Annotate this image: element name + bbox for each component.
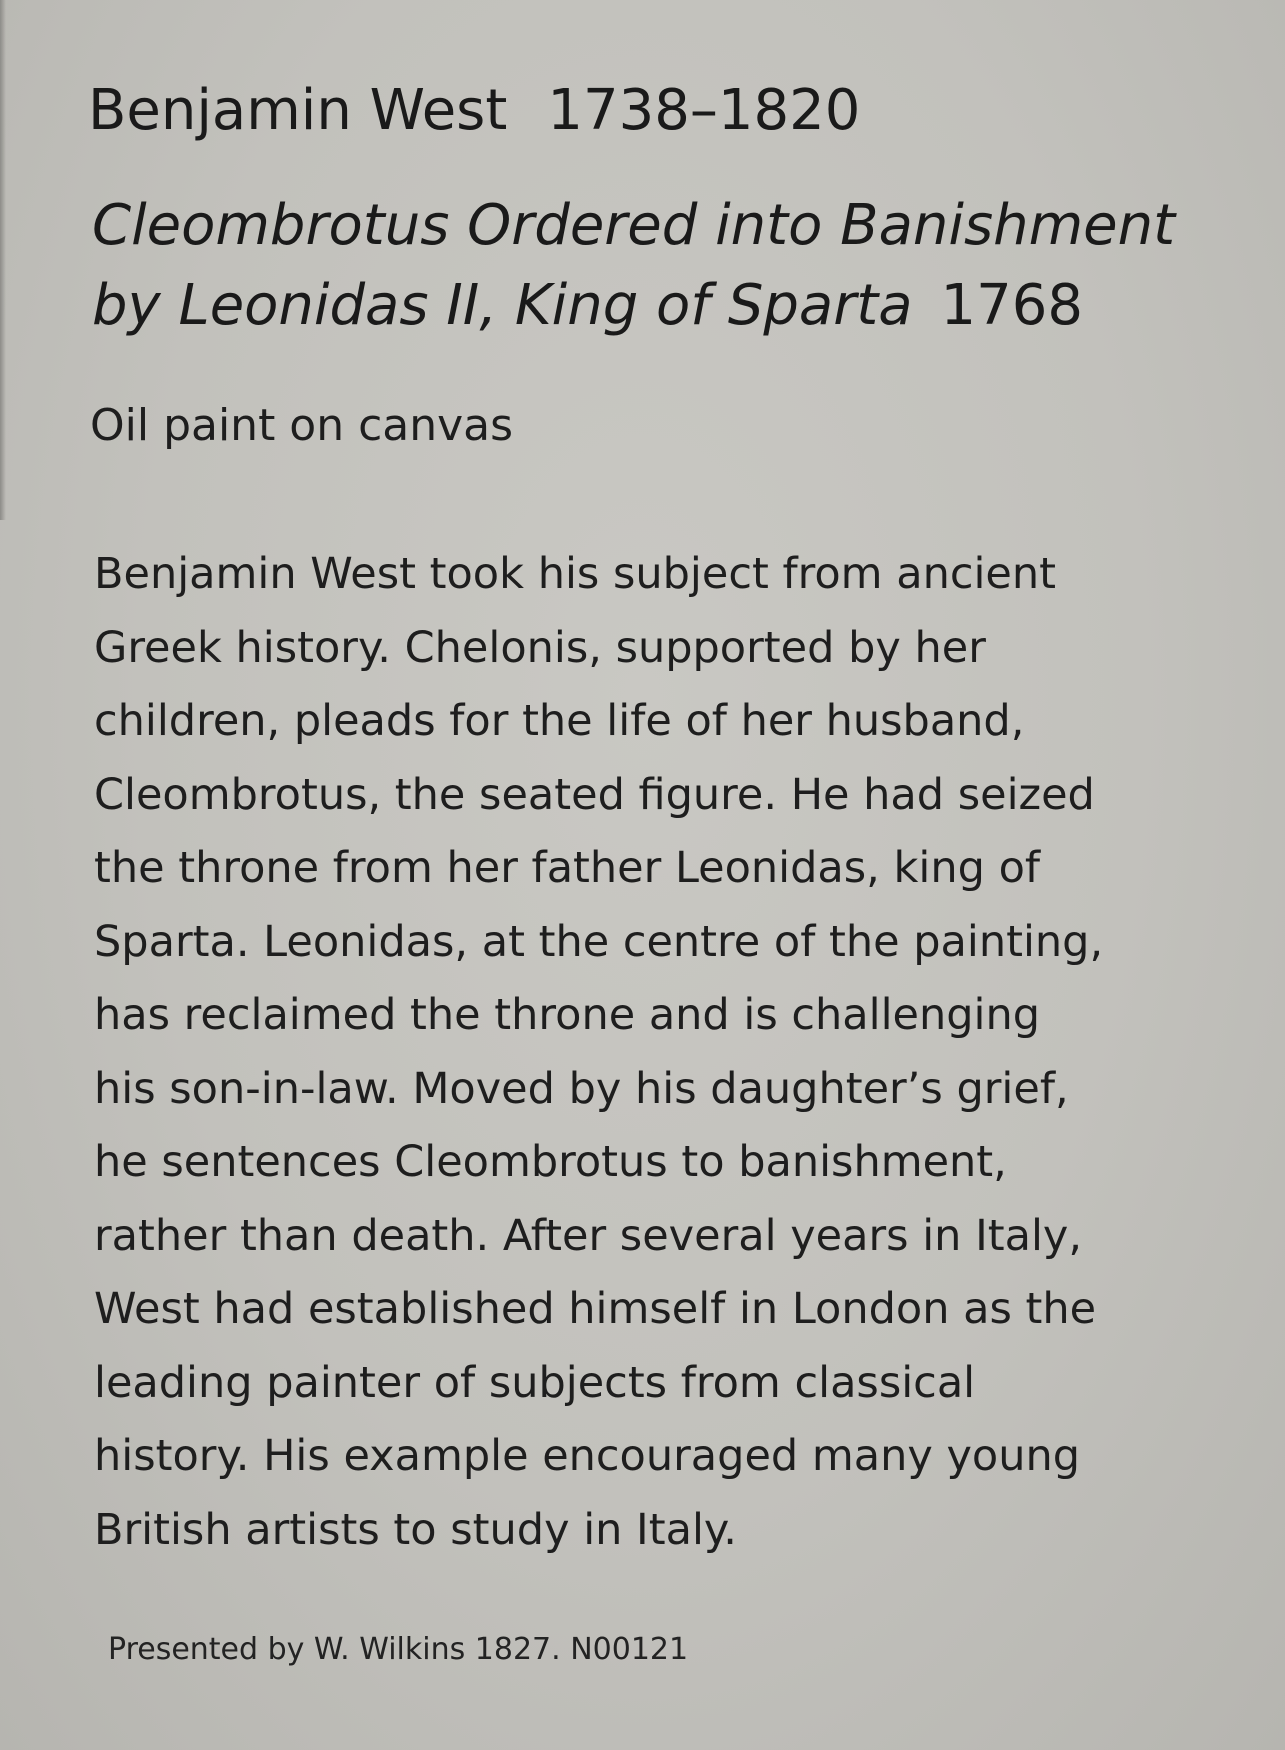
description-line: history. His example encouraged many young	[94, 1431, 1081, 1481]
description-text	[94, 538, 1234, 1567]
title-text-line-2: by Leonidas II, King of Sparta	[92, 273, 913, 338]
title-text-line-1: Cleombrotus Ordered into Banishment	[92, 193, 1176, 258]
artwork-year: 1768	[940, 273, 1084, 338]
description-line: West had established himself in London as the	[94, 1284, 1097, 1334]
description-line: rather than death. After several years in Italy,	[94, 1210, 1083, 1261]
artist-heading	[88, 80, 860, 142]
description-line: the throne from her father Leonidas, king of	[94, 843, 1041, 893]
description-line: Sparta. Leonidas, at the centre of the painting,	[94, 916, 1104, 967]
description-line: Benjamin West took his subject from ancient	[94, 549, 1056, 599]
artwork-title	[92, 186, 1222, 346]
artist-name: Benjamin West	[88, 78, 508, 143]
description-line: Greek history. Chelonis, supported by her	[94, 622, 986, 673]
description-line: leading painter of subjects from classical	[94, 1357, 976, 1408]
description-line: has reclaimed the throne and is challenging	[94, 990, 1041, 1040]
description-line: children, pleads for the life of her husband,	[94, 696, 1025, 746]
artwork-title-line-2	[92, 266, 1222, 346]
artist-dates: 1738–1820	[547, 78, 861, 143]
description-line: his son-in-law. Moved by his daughter’s grief,	[94, 1063, 1069, 1114]
description-line: Cleombrotus, the seated figure. He had seized	[94, 769, 1095, 820]
credit-line: Presented by W. Wilkins 1827. N00121	[108, 1632, 689, 1667]
artwork-title-line-1	[92, 186, 1222, 266]
artwork-medium: Oil paint on canvas	[90, 400, 514, 451]
description-line: British artists to study in Italy.	[94, 1504, 737, 1555]
description-line: he sentences Cleombrotus to banishment,	[94, 1137, 1007, 1187]
edge-shadow	[0, 0, 6, 520]
